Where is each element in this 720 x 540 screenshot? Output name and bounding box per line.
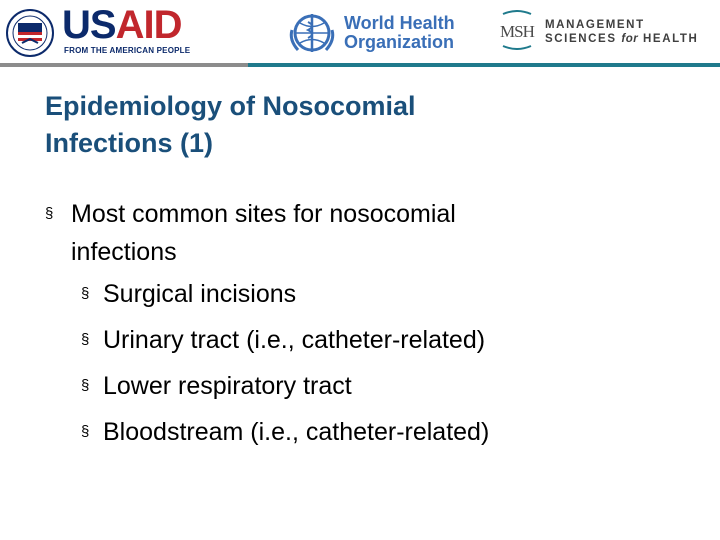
bullet-icon: § xyxy=(45,205,54,222)
bullet-icon: § xyxy=(81,423,90,440)
header-divider-teal xyxy=(248,63,720,67)
who-name-line1: World Health xyxy=(344,13,455,33)
main-bullet xyxy=(45,195,705,271)
sub-bullet xyxy=(45,409,705,455)
slide-body xyxy=(45,195,705,455)
sub-bullet xyxy=(45,363,705,409)
slide-title-line1: Epidemiology of Nosocomial xyxy=(45,91,416,121)
slide-title xyxy=(45,88,685,162)
sub-bullet xyxy=(45,317,705,363)
msh-name-line2: SCIENCES for HEALTH xyxy=(545,33,699,45)
sub-bullet xyxy=(45,271,705,317)
who-name-line2: Organization xyxy=(344,32,455,52)
msh-mark-text: MSH xyxy=(500,22,534,41)
usaid-tagline: FROM THE AMERICAN PEOPLE xyxy=(64,46,191,55)
who-emblem-icon xyxy=(286,8,338,58)
usaid-seal-icon xyxy=(4,8,56,58)
usaid-logo xyxy=(4,3,194,58)
bullet-icon: § xyxy=(81,377,90,394)
sub-bullet-text: Surgical incisions xyxy=(103,280,297,308)
slide-title-line2: Infections (1) xyxy=(45,128,214,158)
sub-bullet-text: Lower respiratory tract xyxy=(103,372,352,400)
msh-name-line1: MANAGEMENT xyxy=(545,19,645,31)
main-bullet-line1: Most common sites for nosocomial xyxy=(71,200,456,228)
header-divider-gray xyxy=(0,63,248,67)
sub-bullet-text: Urinary tract (i.e., catheter-related) xyxy=(103,326,486,354)
sub-bullet-text: Bloodstream (i.e., catheter-related) xyxy=(103,418,490,446)
main-bullet-line2: infections xyxy=(71,238,177,266)
usaid-wordmark: USAID xyxy=(62,3,182,47)
who-name xyxy=(344,14,455,52)
who-logo xyxy=(286,8,456,58)
logo-header xyxy=(0,0,720,66)
msh-name xyxy=(545,18,698,46)
msh-logo xyxy=(497,10,697,54)
bullet-icon: § xyxy=(81,285,90,302)
bullet-icon: § xyxy=(81,331,90,348)
